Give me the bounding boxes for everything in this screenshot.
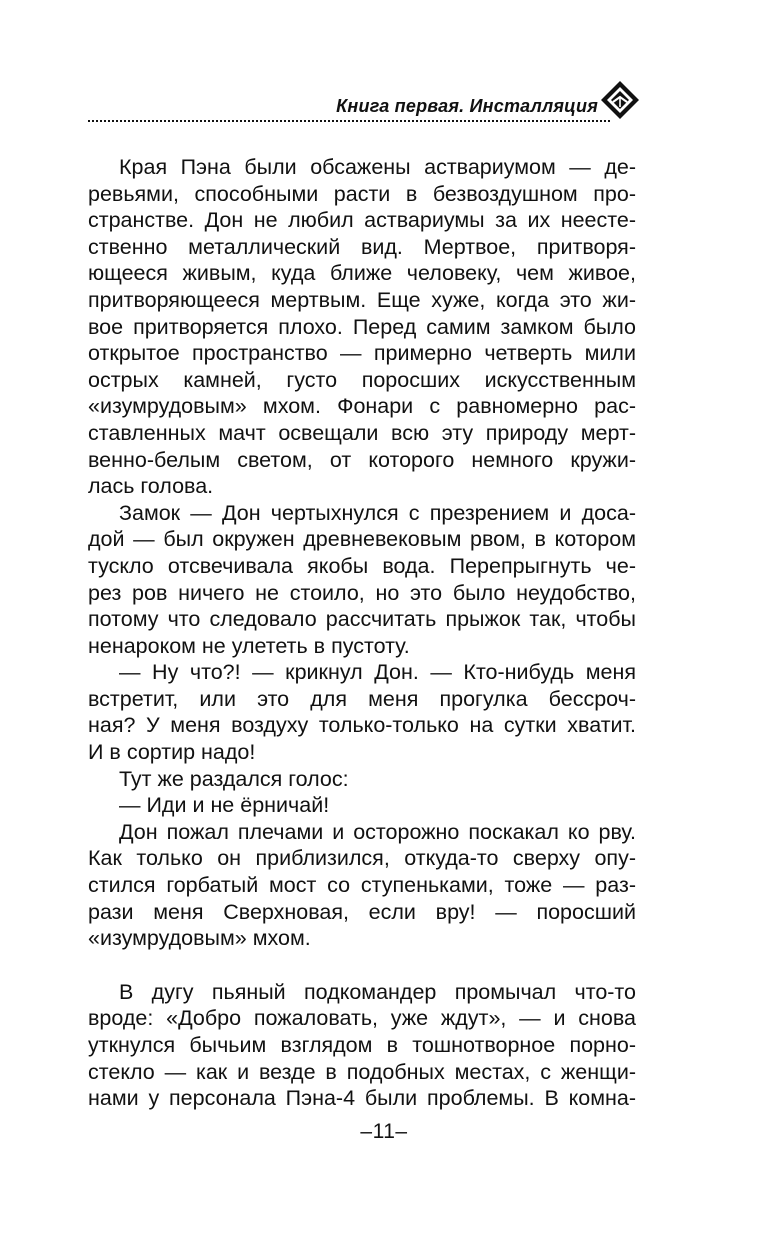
text-line: стился горбатый мост со ступеньками, тоже — раз- bbox=[88, 873, 636, 898]
text-line: «изумрудовым» мхом. Фонари с равномерно рас- bbox=[88, 394, 636, 419]
text-line: тускло отсвечивала якобы вода. Перепрыгнуть че- bbox=[88, 553, 636, 578]
header-dotted-rule bbox=[88, 120, 610, 122]
running-header-title: Книга первая. Инсталляция bbox=[336, 96, 598, 116]
text-line: острых камней, густо поросших искусственным bbox=[88, 367, 636, 392]
text-line: вроде: «Добро пожаловать, уже ждут», — и снова bbox=[88, 1006, 636, 1031]
text-line: ставленных мачт освещали всю эту природу мерт- bbox=[88, 420, 636, 445]
text-line: притворяющееся мертвым. Еще хуже, когда это жи- bbox=[88, 287, 636, 312]
text-line: вое притворяется плохо. Перед самим замком было bbox=[88, 314, 636, 339]
text-line: уткнулся бычьим взглядом в тошнотворное порно- bbox=[88, 1033, 636, 1057]
text-line: Дон пожал плечами и осторожно поскакал ко рву. bbox=[119, 819, 636, 844]
text-line: В дугу пьяный подкомандер промычал что-то bbox=[119, 979, 636, 1004]
text-line: потому что следовало рассчитать прыжок так, чтобы bbox=[88, 607, 636, 632]
text-line: стекло — как и везде в подобных местах, с женщи- bbox=[88, 1059, 636, 1084]
text-line: нами у персонала Пэна-4 были проблемы. В комна- bbox=[88, 1086, 636, 1111]
text-line: — Ну что?! — крикнул Дон. — Кто-нибудь меня bbox=[119, 660, 636, 685]
text-line: странстве. Дон не любил аствариумы за их неесте- bbox=[88, 208, 636, 233]
book-emblem-icon bbox=[600, 80, 640, 120]
text-line: дой — был окружен древневековым рвом, в котором bbox=[88, 527, 636, 552]
text-line: ная? У меня воздуху только-только на сутки хватит. bbox=[88, 713, 636, 738]
text-line: встретит, или это для меня прогулка бессроч- bbox=[88, 686, 636, 711]
text-line: И в сортир надо! bbox=[88, 740, 256, 765]
text-line: ревьями, способными расти в безвоздушном про- bbox=[88, 181, 636, 206]
text-line: Края Пэна были обсажены аствариумом — де- bbox=[119, 155, 636, 179]
body-text bbox=[88, 154, 636, 1112]
text-line: Замок — Дон чертыхнулся с презрением и доса- bbox=[119, 500, 636, 525]
text-line: Тут же раздался голос: bbox=[119, 766, 349, 791]
text-line: ющееся живым, куда ближе человеку, чем живое, bbox=[88, 261, 636, 286]
text-line: рез ров ничего не стоило, но это было неудобство, bbox=[88, 580, 636, 605]
text-line: ненароком не улететь в пустоту. bbox=[88, 633, 410, 658]
text-line: лась голова. bbox=[88, 474, 214, 499]
running-header bbox=[88, 78, 640, 126]
page-number: –11– bbox=[360, 1120, 408, 1143]
text-line: «изумрудовым» мхом. bbox=[88, 926, 311, 951]
section-break bbox=[88, 952, 636, 979]
text-line: рази меня Сверхновая, если вру! — поросший bbox=[88, 899, 636, 924]
text-line: — Иди и не ёрничай! bbox=[119, 793, 330, 818]
text-line: венно-белым светом, от которого немного кружи- bbox=[88, 447, 636, 472]
text-line: Как только он приблизился, откуда-то сверху опу- bbox=[88, 846, 636, 871]
text-line: ственно металлический вид. Мертвое, притворя- bbox=[88, 234, 636, 259]
text-line: открытое пространство — примерно четверть мили bbox=[88, 341, 636, 366]
